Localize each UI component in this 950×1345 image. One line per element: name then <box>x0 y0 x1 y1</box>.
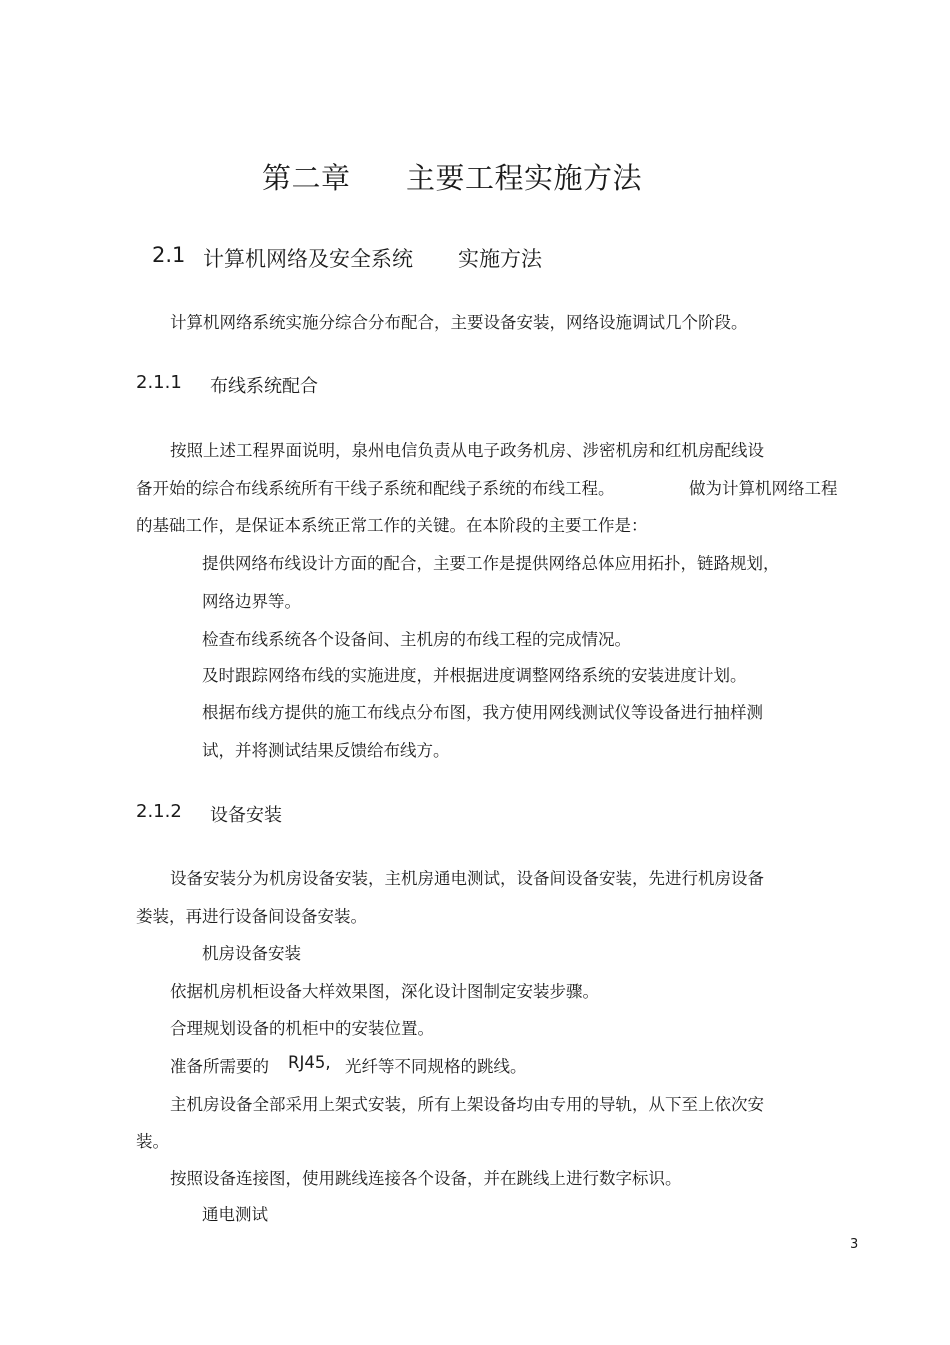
step-item: 按照设备连接图，使用跳线连接各个设备，并在跳线上进行数字标识。 <box>170 1169 682 1188</box>
list-item: 根据布线方提供的施工布线点分布图，我方使用网线测试仪等设备进行抽样测 <box>202 703 763 722</box>
list-item: 检查布线系统各个设备间、主机房的布线工程的完成情况。 <box>202 630 631 649</box>
section-2-1-title-a: 计算机网络及安全系统 <box>203 247 413 271</box>
chapter-label: 第二章 <box>262 161 351 195</box>
section-2-1-2-number: 2.1.2 <box>136 801 182 822</box>
list-item: 及时跟踪网络布线的实施进度，并根据进度调整网络系统的安装进度计划。 <box>202 666 747 685</box>
list-item-continuation: 网络边界等。 <box>202 592 301 611</box>
section-2-1-1-para-line1: 按照上述工程界面说明，泉州电信负责从电子政务机房、涉密机房和红机房配线设 <box>170 441 764 460</box>
section-2-1-2-para-line1: 设备安装分为机房设备安装，主机房通电测试，设备间设备安装，先进行机房设备 <box>170 869 764 888</box>
section-2-1-2-title: 设备安装 <box>210 805 282 826</box>
section-2-1-1-para-line2a: 备开始的综合布线系统所有干线子系统和配线子系统的布线工程。 <box>136 479 615 498</box>
section-2-1-1-para-line2b: 做为计算机网络工程 <box>689 479 838 498</box>
subsection-title: 机房设备安装 <box>202 944 301 963</box>
subsection-title: 通电测试 <box>202 1205 268 1224</box>
section-2-1-title-b: 实施方法 <box>458 247 542 271</box>
list-item: 提供网络布线设计方面的配合，主要工作是提供网络总体应用拓扑，链路规划， <box>202 554 780 573</box>
step-item: 主机房设备全部采用上架式安装，所有上架设备均由专用的导轨，从下至上依次安 <box>170 1095 764 1114</box>
section-2-1-1-number: 2.1.1 <box>136 372 182 393</box>
section-2-1-1-title: 布线系统配合 <box>210 376 318 397</box>
page-number: 3 <box>850 1237 859 1252</box>
list-item-continuation: 试，并将测试结果反馈给布线方。 <box>202 741 450 760</box>
chapter-title: 主要工程实施方法 <box>406 161 643 195</box>
section-2-1-number: 2.1 <box>152 243 186 267</box>
step-item-part: 准备所需要的 <box>170 1057 269 1076</box>
section-2-1-intro: 计算机网络系统实施分综合分布配合，主要设备安装，网络设施调试几个阶段。 <box>170 313 748 332</box>
step-item-continuation: 装。 <box>136 1132 169 1151</box>
section-2-1-2-para-line2: 娄装，再进行设备间设备安装。 <box>136 907 367 926</box>
step-item: 合理规划设备的机柜中的安装位置。 <box>170 1019 434 1038</box>
step-item-part: RJ45, <box>288 1053 331 1072</box>
step-item-part: 光纤等不同规格的跳线。 <box>345 1057 527 1076</box>
step-item: 依据机房机柜设备大样效果图，深化设计图制定安装步骤。 <box>170 982 599 1001</box>
section-2-1-1-para-line3: 的基础工作，是保证本系统正常工作的关键。在本阶段的主要工作是： <box>136 516 648 535</box>
